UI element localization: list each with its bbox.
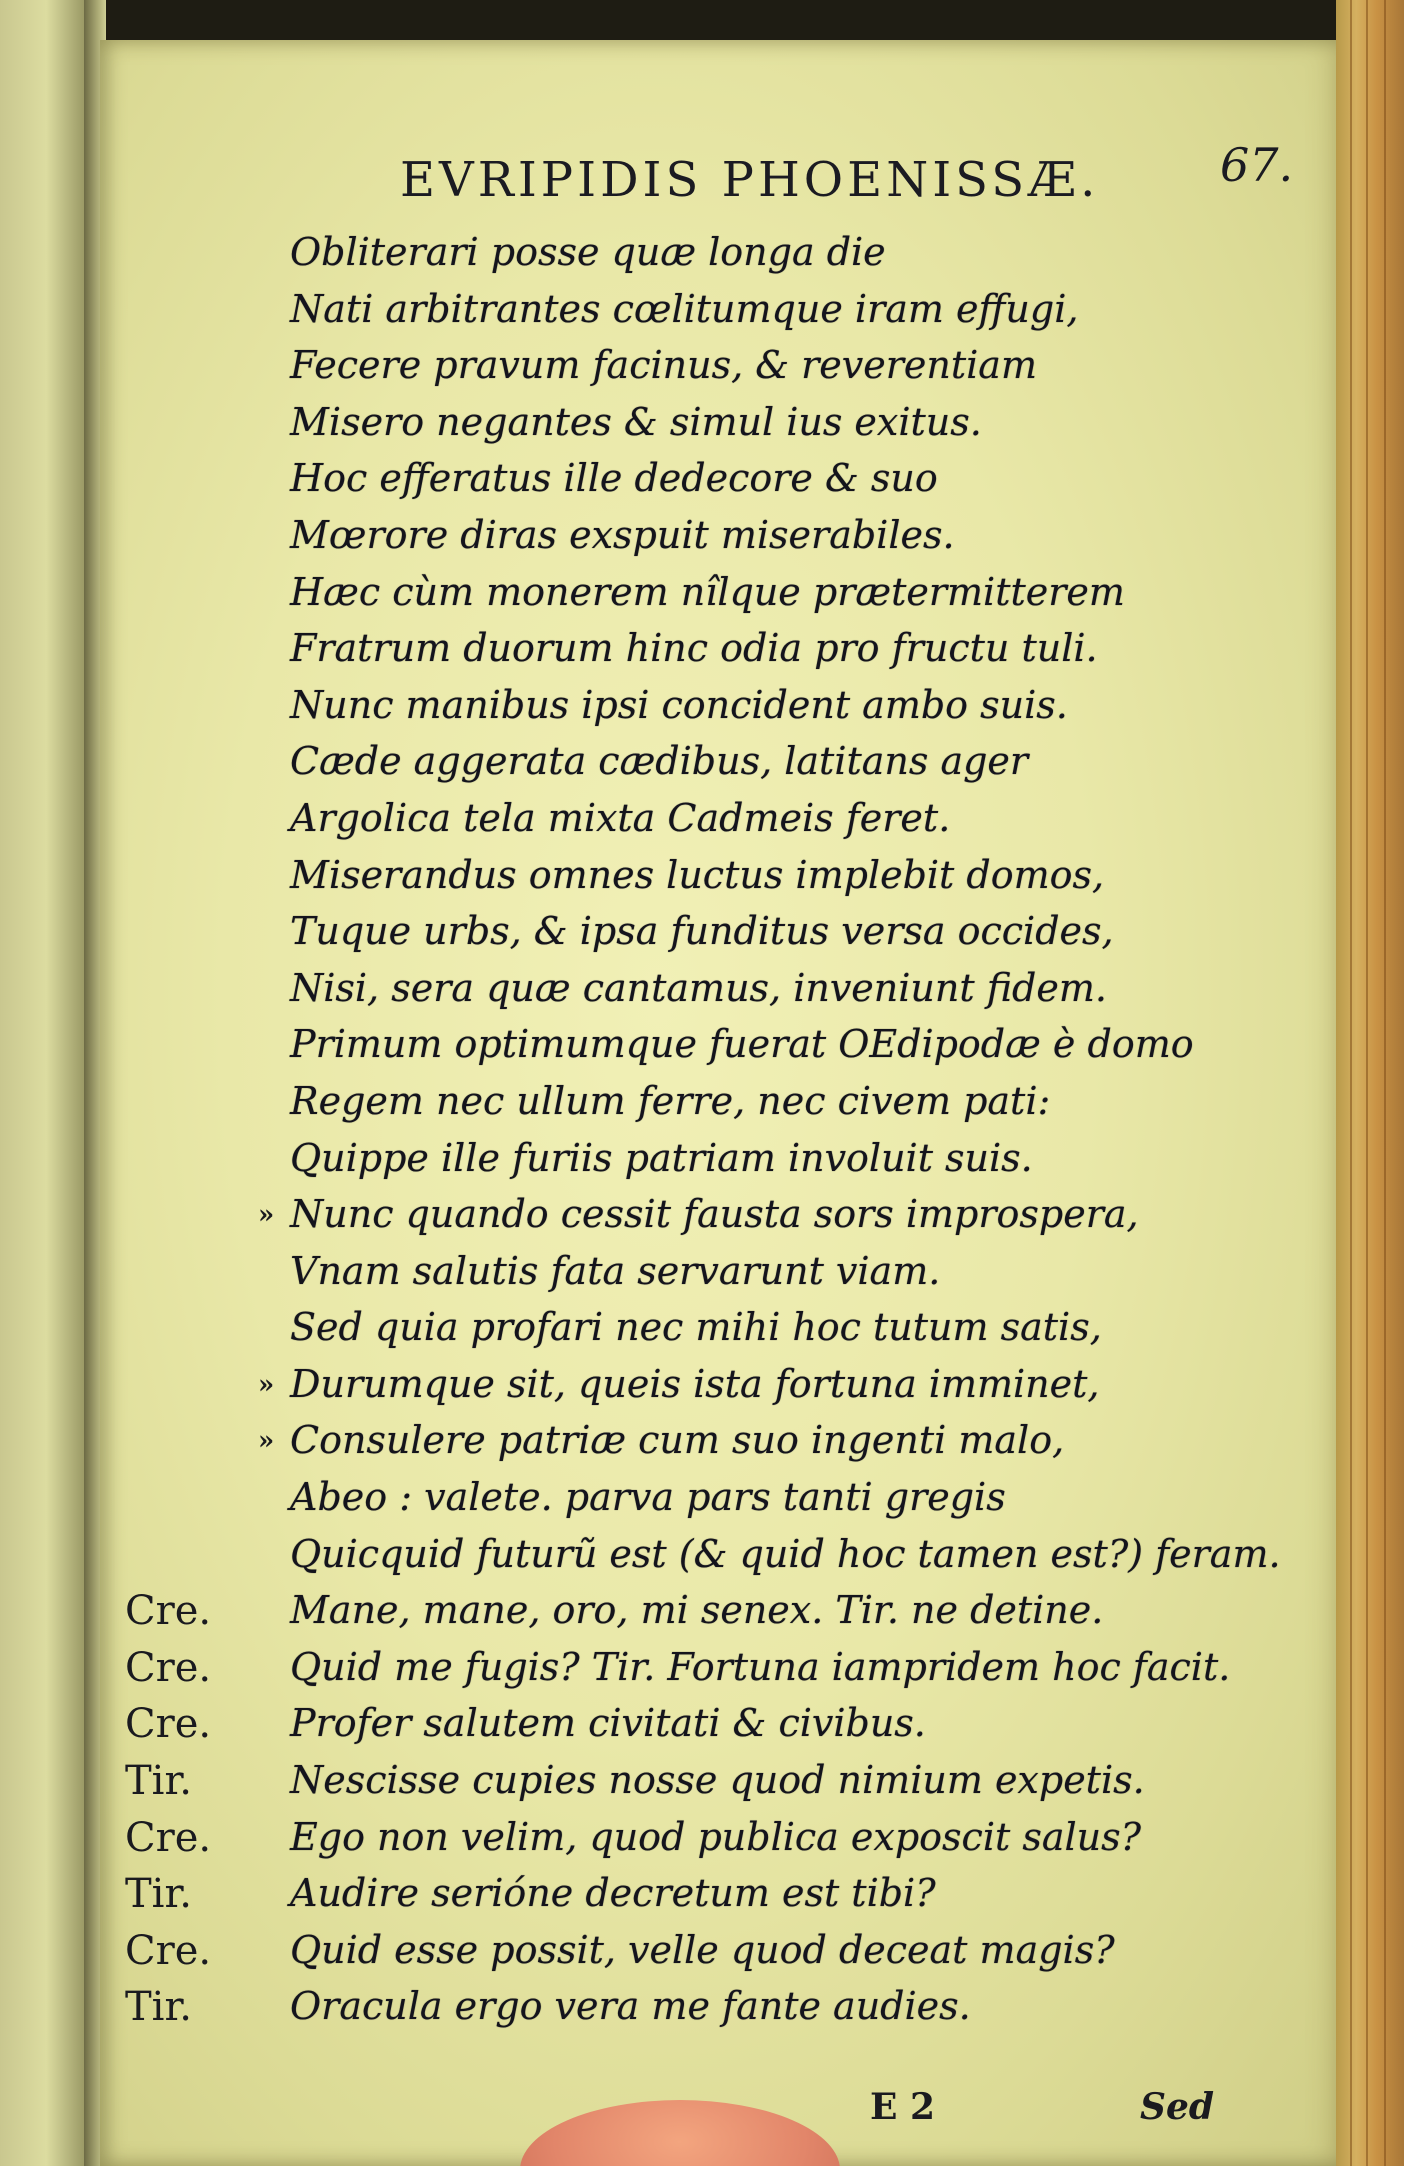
speaker-label: Tir. — [125, 1758, 192, 1805]
verse-line — [125, 1644, 1340, 1702]
verse-line — [180, 1136, 1340, 1193]
verse-text: Quid esse possit, velle quod deceat magis? — [290, 1927, 1115, 1972]
verse-text: Ego non velim, quod publica exposcit salus? — [290, 1814, 1141, 1859]
verse-text: Quippe ille furiis patriam involuit suis. — [290, 1135, 1033, 1180]
verse-line — [180, 1532, 1340, 1589]
speaker-label: Cre. — [125, 1927, 212, 1974]
verse-line — [125, 1758, 1340, 1815]
verse-text: Argolica tela mixta Cadmeis feret. — [290, 795, 951, 840]
verse-text: Quicquid futurũ est (& quid hoc tamen est?) feram. — [290, 1531, 1281, 1576]
quotation-mark: » — [258, 1369, 275, 1400]
verse-line — [125, 1588, 1340, 1645]
verse-line — [180, 1475, 1340, 1532]
verse-text: Fecere pravum facinus, & reverentiam — [290, 343, 1037, 388]
verse-text: Durumque sit, queis ista fortuna imminet, — [290, 1361, 1100, 1406]
speaker-label: Cre. — [125, 1588, 212, 1635]
verse-line — [180, 456, 1340, 513]
verse-text: Fratrum duorum hinc odia pro fructu tuli. — [290, 626, 1098, 671]
verse-text: Audire serióne decretum est tibi? — [290, 1871, 936, 1916]
book-fore-edge — [1336, 0, 1404, 2166]
book-page — [100, 40, 1340, 2166]
verse-line — [180, 400, 1340, 457]
verse-text: Primum optimumque fuerat OEdipodæ è domo — [290, 1022, 1194, 1067]
verse-line — [180, 343, 1340, 400]
verse-text: Mœrore diras exspuit miserabiles. — [290, 512, 955, 557]
verse-text: Consulere patriæ cum suo ingenti malo, — [290, 1418, 1065, 1463]
verse-line — [180, 1418, 1340, 1475]
running-head: EVRIPIDIS PHOENISSÆ. — [400, 152, 1100, 208]
signature-mark: E 2 — [870, 2086, 936, 2128]
verse-line — [180, 796, 1340, 853]
verse-text: Cæde aggerata cædibus, latitans ager — [290, 739, 1029, 784]
verse-line — [125, 1927, 1340, 1985]
speaker-label: Tir. — [125, 1984, 192, 2031]
verse-text: Sed quia profari nec mihi hoc tutum satis, — [290, 1305, 1102, 1350]
speaker-label: Cre. — [125, 1644, 212, 1691]
verse-text: Hæc cùm monerem nîlque prætermitterem — [290, 569, 1125, 614]
verse-line — [125, 1984, 1340, 2041]
verse-line — [180, 513, 1340, 570]
quotation-mark: » — [258, 1426, 275, 1457]
verse-line — [125, 1701, 1340, 1758]
verse-line — [180, 966, 1340, 1023]
speaker-label: Cre. — [125, 1701, 212, 1748]
verse-text: Abeo : valete. parva pars tanti gregis — [290, 1475, 1006, 1520]
quotation-mark: » — [258, 1200, 275, 1231]
verse-list — [125, 230, 1340, 2041]
verse-line — [125, 1814, 1340, 1872]
verse-line — [180, 570, 1340, 627]
verse-text: Miserandus omnes luctus implebit domos, — [290, 852, 1105, 897]
verse-text: Nisi, sera quæ cantamus, inveniunt fidem. — [290, 965, 1107, 1010]
verse-line — [180, 853, 1340, 910]
verse-text: Vnam salutis fata servarunt viam. — [290, 1248, 941, 1293]
verse-text: Nati arbitrantes cœlitumque iram effugi, — [290, 286, 1079, 331]
verse-line — [180, 1022, 1340, 1079]
verse-line — [180, 1192, 1340, 1249]
verse-line — [180, 1305, 1340, 1362]
verse-text: Oracula ergo vera me fante audies. — [290, 1984, 971, 2029]
speaker-label: Tir. — [125, 1871, 192, 1918]
verse-text: Misero negantes & simul ius exitus. — [290, 399, 982, 444]
verse-line — [180, 909, 1340, 966]
page-number: 67. — [1220, 138, 1294, 192]
verse-text: Regem nec ullum ferre, nec civem pati: — [290, 1078, 1051, 1123]
verse-line — [180, 230, 1340, 287]
verse-text: Tuque urbs, & ipsa funditus versa occides, — [290, 909, 1114, 954]
verse-line — [180, 1362, 1340, 1419]
verse-line — [125, 1871, 1340, 1928]
verse-line — [180, 683, 1340, 740]
verse-text: Nunc quando cessit fausta sors improspera, — [290, 1192, 1139, 1237]
verse-line — [180, 1249, 1340, 1306]
verse-line — [180, 739, 1340, 796]
verse-text: Mane, mane, oro, mi senex. Tir. ne detine. — [290, 1588, 1104, 1633]
verse-text: Profer salutem civitati & civibus. — [290, 1701, 926, 1746]
verse-line — [180, 287, 1340, 344]
verse-line — [180, 626, 1340, 683]
verse-text: Nunc manibus ipsi concident ambo suis. — [290, 682, 1068, 727]
verse-line — [180, 1079, 1340, 1136]
previous-page-edge — [0, 0, 84, 2166]
verse-text: Obliterari posse quæ longa die — [290, 230, 886, 274]
verse-text: Hoc efferatus ille dedecore & suo — [290, 456, 938, 501]
speaker-label: Cre. — [125, 1814, 212, 1861]
verse-text: Quid me fugis? Tir. Fortuna iampridem hoc facit. — [290, 1644, 1231, 1689]
verse-text: Nescisse cupies nosse quod nimium expetis. — [290, 1758, 1145, 1803]
catchword: Sed — [1140, 2086, 1215, 2128]
